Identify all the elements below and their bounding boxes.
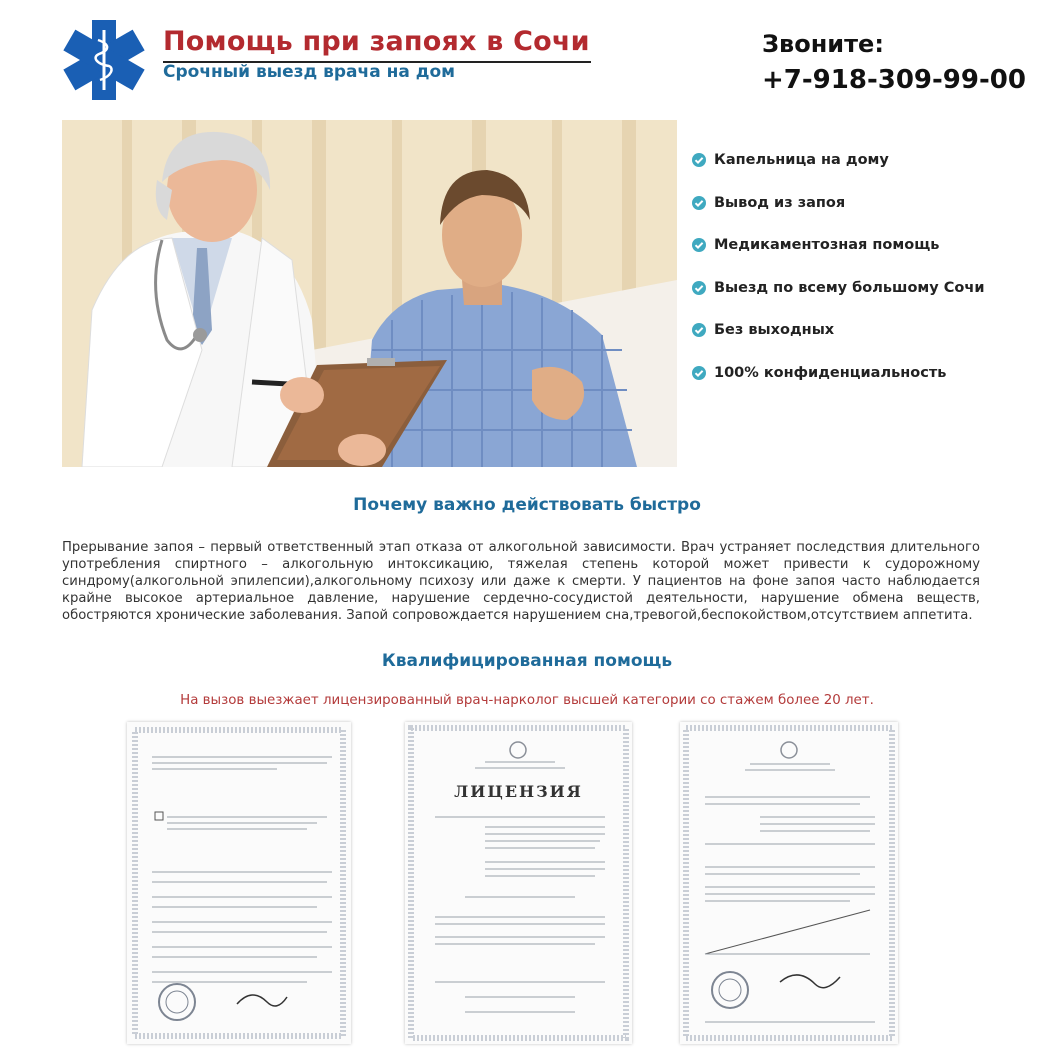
check-circle-icon bbox=[692, 281, 706, 295]
hero-photo bbox=[62, 120, 677, 467]
site-title: Помощь при запоях в Сочи bbox=[163, 26, 590, 57]
license-document-3 bbox=[680, 722, 898, 1044]
feature-label: Капельница на дому bbox=[714, 152, 889, 168]
why-paragraph: Прерывание запоя – первый ответственный этап отказа от алкогольной зависимости. Врач устраняет последствия длительного употребления спиртного – алкогольную интоксикацию, тяжелая степень которой может привести к судорожному синдрому(алкогольной эпилепсии),алкогольному психозу или даже к смерти. У пациентов на фоне запоя часто наблюдается крайне высокое артериальное давление, нарушение сердечно-сосудистой деятельности, нарушение обмена веществ, обостряются хронические заболевания. Запой сопровождается нарушением сна,тревогой,беспокойством,отсутствием аппетита. bbox=[62, 540, 980, 623]
feature-item bbox=[692, 274, 984, 317]
feature-label: Выезд по всему большому Сочи bbox=[714, 279, 985, 296]
check-circle-icon bbox=[692, 238, 706, 252]
feature-item bbox=[692, 189, 984, 232]
qualified-text: На вызов выезжает лицензированный врач-нарколог высшей категории со стажем более 20 лет. bbox=[180, 693, 874, 708]
call-label: Звоните: bbox=[762, 30, 884, 58]
check-circle-icon bbox=[692, 153, 706, 167]
license-document-1 bbox=[127, 722, 351, 1044]
feature-item bbox=[692, 231, 984, 274]
feature-label: 100% конфиденциальность bbox=[714, 364, 947, 381]
license-document-2 bbox=[405, 722, 632, 1044]
feature-list bbox=[692, 146, 984, 401]
star-of-life-icon bbox=[62, 18, 146, 102]
site-subtitle: Срочный выезд врача на дом bbox=[163, 62, 456, 82]
feature-label: Медикаментозная помощь bbox=[714, 237, 940, 253]
qualified-heading: Квалифицированная помощь bbox=[381, 651, 673, 671]
check-circle-icon bbox=[692, 196, 706, 210]
check-circle-icon bbox=[692, 323, 706, 337]
feature-label: Вывод из запоя bbox=[714, 194, 846, 211]
feature-item bbox=[692, 359, 984, 402]
feature-label: Без выходных bbox=[714, 322, 835, 338]
feature-item bbox=[692, 316, 984, 359]
feature-item bbox=[692, 146, 984, 189]
why-heading: Почему важно действовать быстро bbox=[353, 495, 701, 515]
license-heading: ЛИЦЕНЗИЯ bbox=[454, 782, 583, 801]
check-circle-icon bbox=[692, 366, 706, 380]
phone-number[interactable]: +7-918-309-99-00 bbox=[762, 65, 1026, 95]
